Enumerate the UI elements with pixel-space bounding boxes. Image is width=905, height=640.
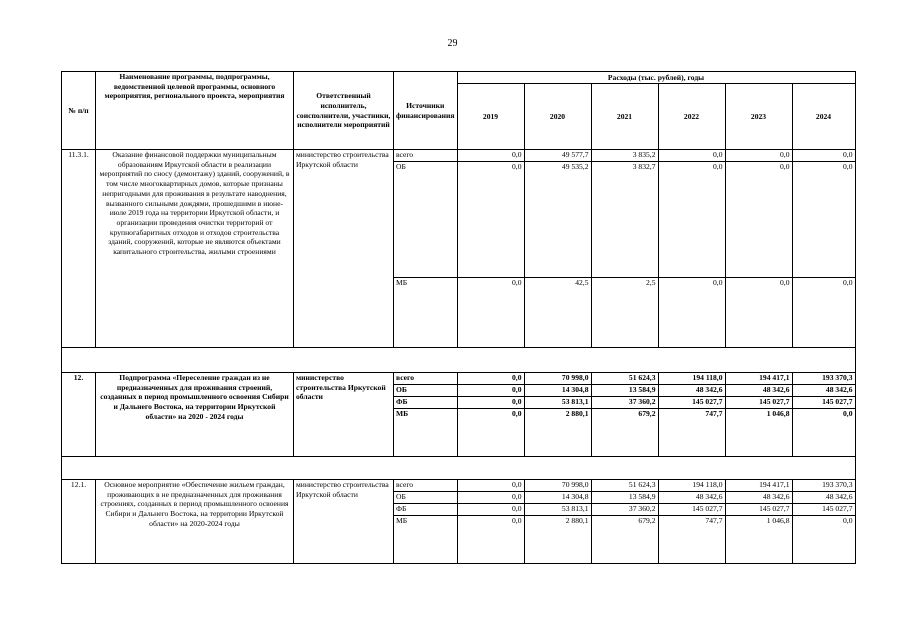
- measure-name: Подпрограмма «Переселение граждан из не предназначенных для проживания строений, созданных в период промышленного освоения Сибири и Дальнего Востока, на территории Иркутской области» на 2020 - 2024 годы: [96, 373, 294, 457]
- header-year-2020: 2020: [524, 84, 591, 150]
- amount-2023: 0,0: [725, 278, 792, 348]
- funding-source: всего: [394, 150, 458, 162]
- funding-source: ОБ: [394, 162, 458, 278]
- amount-2020: 42,5: [524, 278, 591, 348]
- amount-2023: 0,0: [725, 150, 792, 162]
- amount-2019: 0,0: [457, 504, 524, 516]
- amount-2021: 51 624,3: [591, 480, 658, 492]
- amount-2019: 0,0: [457, 516, 524, 564]
- amount-2024: 48 342,6: [792, 492, 855, 504]
- amount-2024: 48 342,6: [792, 385, 855, 397]
- amount-2019: 0,0: [457, 385, 524, 397]
- row-number: 12.: [62, 373, 96, 457]
- row-number: 11.3.1.: [62, 150, 96, 348]
- amount-2020: 70 998,0: [524, 480, 591, 492]
- funding-source: всего: [394, 480, 458, 492]
- header-year-2021: 2021: [591, 84, 658, 150]
- amount-2021: 679,2: [591, 409, 658, 457]
- amount-2023: 145 027,7: [725, 504, 792, 516]
- amount-2019: 0,0: [457, 480, 524, 492]
- funding-source: ОБ: [394, 492, 458, 504]
- header-no: № п/п: [62, 72, 96, 150]
- amount-2021: 51 624,3: [591, 373, 658, 385]
- amount-2024: 0,0: [792, 409, 855, 457]
- executor: министерство строительства Иркутской области: [294, 373, 394, 457]
- header-name: Наименование программы, подпрограммы, ведомственной целевой программы, основного мероприятия, регионального проекта, мероприятия: [96, 72, 294, 150]
- amount-2023: 48 342,6: [725, 385, 792, 397]
- amount-2021: 13 584,9: [591, 492, 658, 504]
- table-row: [62, 373, 856, 385]
- amount-2023: 194 417,1: [725, 480, 792, 492]
- amount-2021: 13 584,9: [591, 385, 658, 397]
- amount-2020: 53 813,1: [524, 397, 591, 409]
- header-year-2024: 2024: [792, 84, 855, 150]
- spacer-row: [62, 457, 856, 480]
- amount-2019: 0,0: [457, 409, 524, 457]
- amount-2021: 37 360,2: [591, 504, 658, 516]
- amount-2023: 145 027,7: [725, 397, 792, 409]
- amount-2022: 48 342,6: [658, 492, 725, 504]
- header-executor: Ответственный исполнитель, соисполнители, участники, исполнители мероприятий: [294, 72, 394, 150]
- amount-2020: 53 813,1: [524, 504, 591, 516]
- amount-2019: 0,0: [457, 150, 524, 162]
- executor: министерство строительства Иркутской области: [294, 480, 394, 564]
- header-expenses: Расходы (тыс. рублей), годы: [457, 72, 855, 84]
- amount-2023: 1 046,8: [725, 516, 792, 564]
- amount-2022: 145 027,7: [658, 397, 725, 409]
- measure-name: Оказание финансовой поддержки муниципальным образованиям Иркутской области в реализации мероприятий по сносу (демонтажу) зданий, сооружений, в том числе многоквартирных домов, которые признаны непригодными для проживания в результате наводнения, вызванного сильными дождями, прошедшими в июне-июле 2019 года на территории Иркутской области, и организации проведения очистки территорий от крупногабаритных отходов и отходов строительства зданий, сооружений, которые не являются объектами капитального строительства, жилыми строениями: [96, 150, 294, 348]
- amount-2019: 0,0: [457, 492, 524, 504]
- funding-source: ФБ: [394, 397, 458, 409]
- spacer-row: [62, 348, 856, 373]
- measure-name: Основное мероприятие «Обеспечение жильем граждан, проживающих в не предназначенных для проживания строениях, созданных в период промышленного освоения Сибири и Дальнего Востока, на территории Иркутской области» на 2020-2024 годы: [96, 480, 294, 564]
- amount-2023: 48 342,6: [725, 492, 792, 504]
- amount-2024: 193 370,3: [792, 480, 855, 492]
- amount-2019: 0,0: [457, 397, 524, 409]
- amount-2023: 0,0: [725, 162, 792, 278]
- page-number: 29: [447, 38, 458, 49]
- amount-2021: 2,5: [591, 278, 658, 348]
- amount-2021: 37 360,2: [591, 397, 658, 409]
- amount-2022: 0,0: [658, 162, 725, 278]
- amount-2020: 14 304,8: [524, 492, 591, 504]
- funding-source: МБ: [394, 516, 458, 564]
- funding-source: всего: [394, 373, 458, 385]
- amount-2022: 145 027,7: [658, 504, 725, 516]
- budget-table: [61, 71, 856, 564]
- funding-source: ОБ: [394, 385, 458, 397]
- row-number: 12.1.: [62, 480, 96, 564]
- amount-2022: 194 118,0: [658, 480, 725, 492]
- executor: министерство строительства Иркутской области: [294, 150, 394, 348]
- amount-2024: 193 370,3: [792, 373, 855, 385]
- funding-source: ФБ: [394, 504, 458, 516]
- table-row: [62, 150, 856, 162]
- amount-2024: 0,0: [792, 516, 855, 564]
- amount-2020: 49 535,2: [524, 162, 591, 278]
- amount-2022: 0,0: [658, 278, 725, 348]
- amount-2024: 0,0: [792, 278, 855, 348]
- amount-2020: 14 304,8: [524, 385, 591, 397]
- amount-2021: 3 832,7: [591, 162, 658, 278]
- amount-2023: 194 417,1: [725, 373, 792, 385]
- amount-2022: 194 118,0: [658, 373, 725, 385]
- amount-2022: 747,7: [658, 516, 725, 564]
- amount-2019: 0,0: [457, 278, 524, 348]
- amount-2024: 145 027,7: [792, 397, 855, 409]
- amount-2020: 2 880,1: [524, 516, 591, 564]
- amount-2021: 679,2: [591, 516, 658, 564]
- table-row: [62, 480, 856, 492]
- amount-2023: 1 046,8: [725, 409, 792, 457]
- amount-2024: 145 027,7: [792, 504, 855, 516]
- amount-2020: 70 998,0: [524, 373, 591, 385]
- header-year-2022: 2022: [658, 84, 725, 150]
- amount-2019: 0,0: [457, 373, 524, 385]
- amount-2024: 0,0: [792, 162, 855, 278]
- amount-2022: 0,0: [658, 150, 725, 162]
- amount-2021: 3 835,2: [591, 150, 658, 162]
- header-year-2019: 2019: [457, 84, 524, 150]
- funding-source: МБ: [394, 278, 458, 348]
- amount-2020: 49 577,7: [524, 150, 591, 162]
- header-year-2023: 2023: [725, 84, 792, 150]
- funding-source: МБ: [394, 409, 458, 457]
- amount-2020: 2 880,1: [524, 409, 591, 457]
- header-source: Источники финансирования: [394, 72, 458, 150]
- amount-2022: 747,7: [658, 409, 725, 457]
- amount-2024: 0,0: [792, 150, 855, 162]
- amount-2022: 48 342,6: [658, 385, 725, 397]
- amount-2019: 0,0: [457, 162, 524, 278]
